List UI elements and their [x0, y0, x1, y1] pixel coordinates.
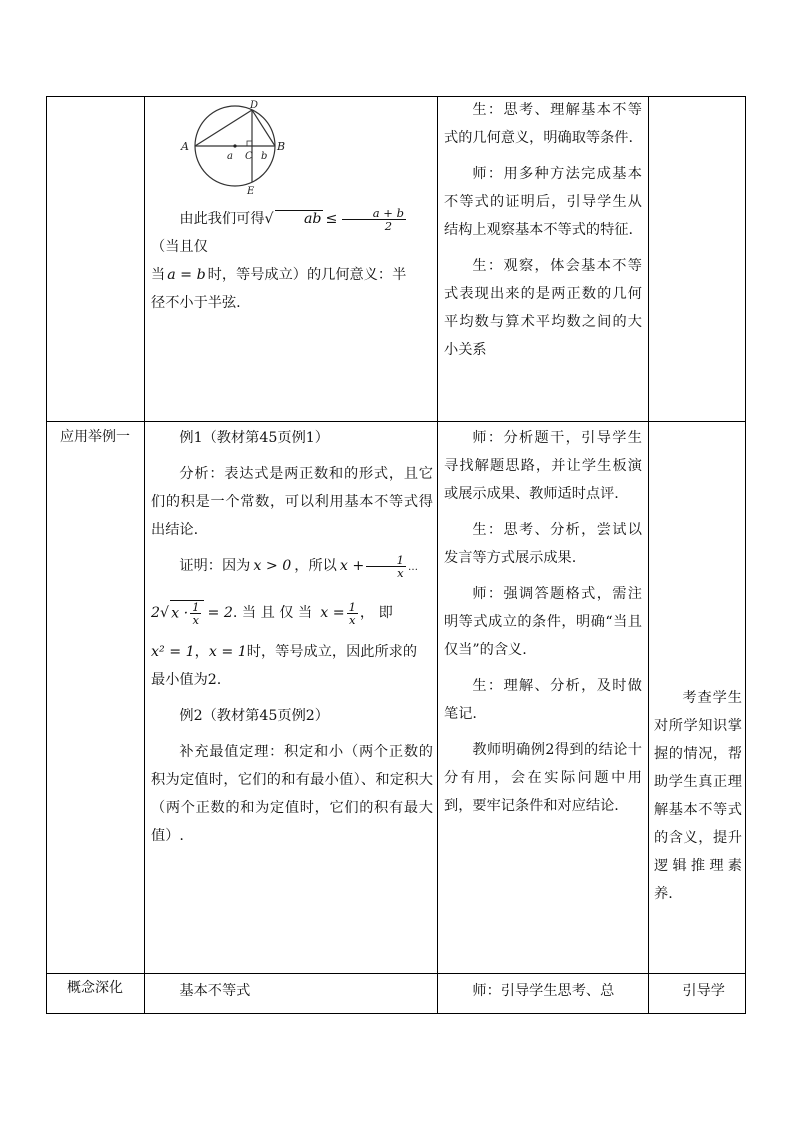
example1-proof-line2: 2√ x · $\frac{1}{x}$ = 2. 当 且 仅 当 x = $\frac{1}{x}$ ， 即 — [151, 599, 393, 627]
figure-center-dot — [233, 144, 236, 147]
figure-segment-db — [252, 110, 275, 146]
figure-label-b-point: B — [277, 140, 286, 153]
row3-purpose-text: 引导学 — [682, 983, 725, 999]
example1-title: 例1（教材第45页例1） — [179, 430, 329, 446]
row3-content-cell — [151, 977, 433, 1013]
figure-label-c-point: C — [245, 151, 253, 162]
col-border-2 — [437, 96, 438, 1014]
row1-activity-p2: 师：用多种方法完成基本不等式的证明后，引导学生从结构上观察基本不等式的特征. — [444, 166, 642, 238]
example1-analysis: 分析：表达式是两正数和的形式，且它们的积是一个常数，可以利用基本不等式得出结论. — [151, 466, 433, 538]
fraction-a-plus-b-over-2: $\frac{a + b}{2}$ — [342, 207, 406, 232]
example1-proof-line1: 证明：因为 x > 0 ，所以 x + $\frac{1}{x}$ … — [179, 552, 418, 580]
col-border-left — [46, 96, 47, 1014]
figure-segment-ad — [195, 110, 252, 146]
geometric-meaning-line3: 径不小于半弦. — [151, 295, 241, 311]
row1-activity-cell — [444, 96, 642, 372]
row2-activity-p3: 师：强调答题格式，需注明等式成立的条件，明确“当且仅当”的含义. — [444, 586, 642, 658]
row3-stage-label: 概念深化 — [67, 980, 123, 996]
row2-content-cell — [151, 424, 433, 858]
row3-purpose-cell — [654, 977, 742, 1013]
figure-label-e-point: E — [247, 186, 255, 195]
row-divider-2 — [46, 973, 746, 974]
geometric-meaning-line2: 当 a = b 时，等号成立）的几何意义：半 — [151, 267, 407, 283]
table-bottom-border — [46, 1013, 746, 1014]
row3-content-text: 基本不等式 — [179, 983, 251, 999]
row2-activity-p2: 生：思考、分析，尝试以发言等方式展示成果. — [444, 522, 642, 566]
col-border-right — [745, 96, 746, 1014]
col-border-3 — [648, 96, 649, 1014]
row2-purpose-cell — [654, 684, 742, 916]
figure-label-a-length: a — [227, 151, 233, 162]
row3-activity-cell — [444, 977, 642, 1013]
row-divider-1 — [46, 421, 746, 422]
row2-activity-p4: 生：理解、分析，及时做笔记. — [444, 678, 642, 722]
row3-activity-text: 师：引导学生思考、总 — [472, 983, 615, 999]
figure-label-b-length: b — [261, 151, 268, 162]
row2-activity-p5: 教师明确例2得到的结论十分有用，会在实际问题中用到，要牢记条件和对应结论. — [444, 742, 642, 814]
sqrt-ab: √ ab — [264, 211, 322, 227]
row1-activity-p1: 生：思考、理解基本不等式的几何意义，明确取等条件. — [444, 102, 642, 146]
max-min-theorem: 补充最值定理：积定和小（两个正数的积为定值时，它们的和有最小值）、和定积大（两个正数的和为定值时，它们的积有最大值）. — [151, 744, 433, 844]
example1-proof-line3: x² = 1，x = 1时，等号成立，因此所求的 — [151, 644, 418, 660]
row2-activity-p1: 师：分析题干，引导学生寻找解题思路，并让学生板演或展示成果、教师适时点评. — [444, 430, 642, 502]
figure-label-d-point: D — [250, 100, 259, 111]
figure-right-angle — [247, 141, 252, 146]
geometry-figure — [179, 100, 289, 195]
row2-stage-label: 应用举例一 — [60, 429, 130, 445]
example2-title: 例2（教材第45页例2） — [179, 708, 329, 724]
geometric-meaning-text: 由此我们可得√ ab ≤ $\frac{a + b}{2}$ （当且仅 — [151, 205, 404, 255]
row1-content-cell — [151, 100, 433, 317]
row2-activity-cell — [444, 424, 642, 828]
row2-purpose-text: 考查学生对所学知识掌握的情况，帮助学生真正理解基本不等式的含义，提升逻辑推理素养. — [654, 690, 742, 902]
example1-conclusion: 最小值为2. — [151, 672, 222, 688]
figure-label-a-point: A — [181, 140, 189, 153]
row1-activity-p3: 生：观察，体会基本不等式表现出来的是两正数的几何平均数与算术平均数之间的大小关系 — [444, 258, 642, 358]
col-border-1 — [144, 96, 145, 1014]
